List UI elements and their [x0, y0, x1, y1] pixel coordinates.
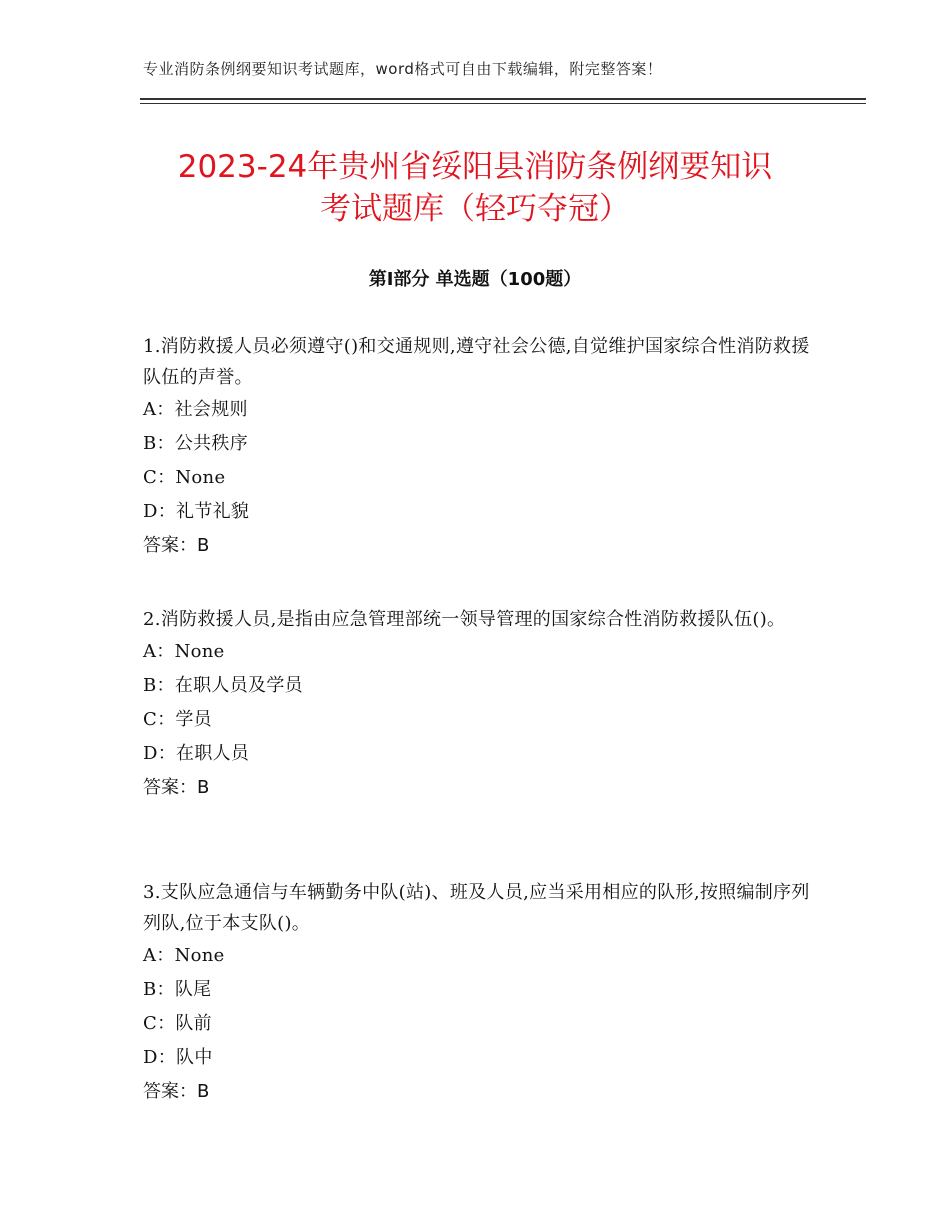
option-a: A：None — [143, 945, 225, 966]
section-heading: 第Ⅰ部分 单选题（100题） — [368, 269, 582, 290]
question-stem: 2.消防救援人员,是指由应急管理部统一领导管理的国家综合性消防救援队伍()。 — [143, 609, 786, 630]
header-note: 专业消防条例纲要知识考试题库，word格式可自由下载编辑，附完整答案！ — [143, 60, 663, 78]
option-d: D：礼节礼貌 — [143, 501, 250, 522]
answer: 答案：B — [143, 535, 210, 556]
question-stem: 1.消防救援人员必须遵守()和交通规则,遵守社会公德,自觉维护国家综合性消防救援队伍的声誉。 — [143, 336, 810, 388]
document-title — [120, 146, 830, 230]
option-b: B：队尾 — [143, 979, 212, 1000]
question-stem: 3.支队应急通信与车辆勤务中队(站)、班及人员,应当采用相应的队形,按照编制序列列队,位于本支队()。 — [143, 882, 810, 934]
option-c: C：学员 — [143, 709, 212, 730]
option-c: C：None — [143, 467, 226, 488]
answer: 答案：B — [143, 1081, 210, 1102]
header-rule-thin — [140, 103, 866, 104]
question-3 — [143, 877, 813, 1109]
option-a: A：社会规则 — [143, 399, 248, 420]
option-c: C：队前 — [143, 1013, 212, 1034]
question-1 — [143, 331, 813, 563]
question-2 — [143, 604, 813, 805]
option-d: D：队中 — [143, 1047, 213, 1068]
option-a: A：None — [143, 641, 225, 662]
document-title-line2: 考试题库（轻巧夺冠） — [320, 191, 630, 227]
option-b: B：公共秩序 — [143, 433, 249, 454]
document-title-line1: 2023-24年贵州省绥阳县消防条例纲要知识 — [177, 149, 773, 185]
header-rule-thick — [140, 98, 866, 100]
answer: 答案：B — [143, 777, 210, 798]
option-d: D：在职人员 — [143, 743, 250, 764]
option-b: B：在职人员及学员 — [143, 675, 303, 696]
